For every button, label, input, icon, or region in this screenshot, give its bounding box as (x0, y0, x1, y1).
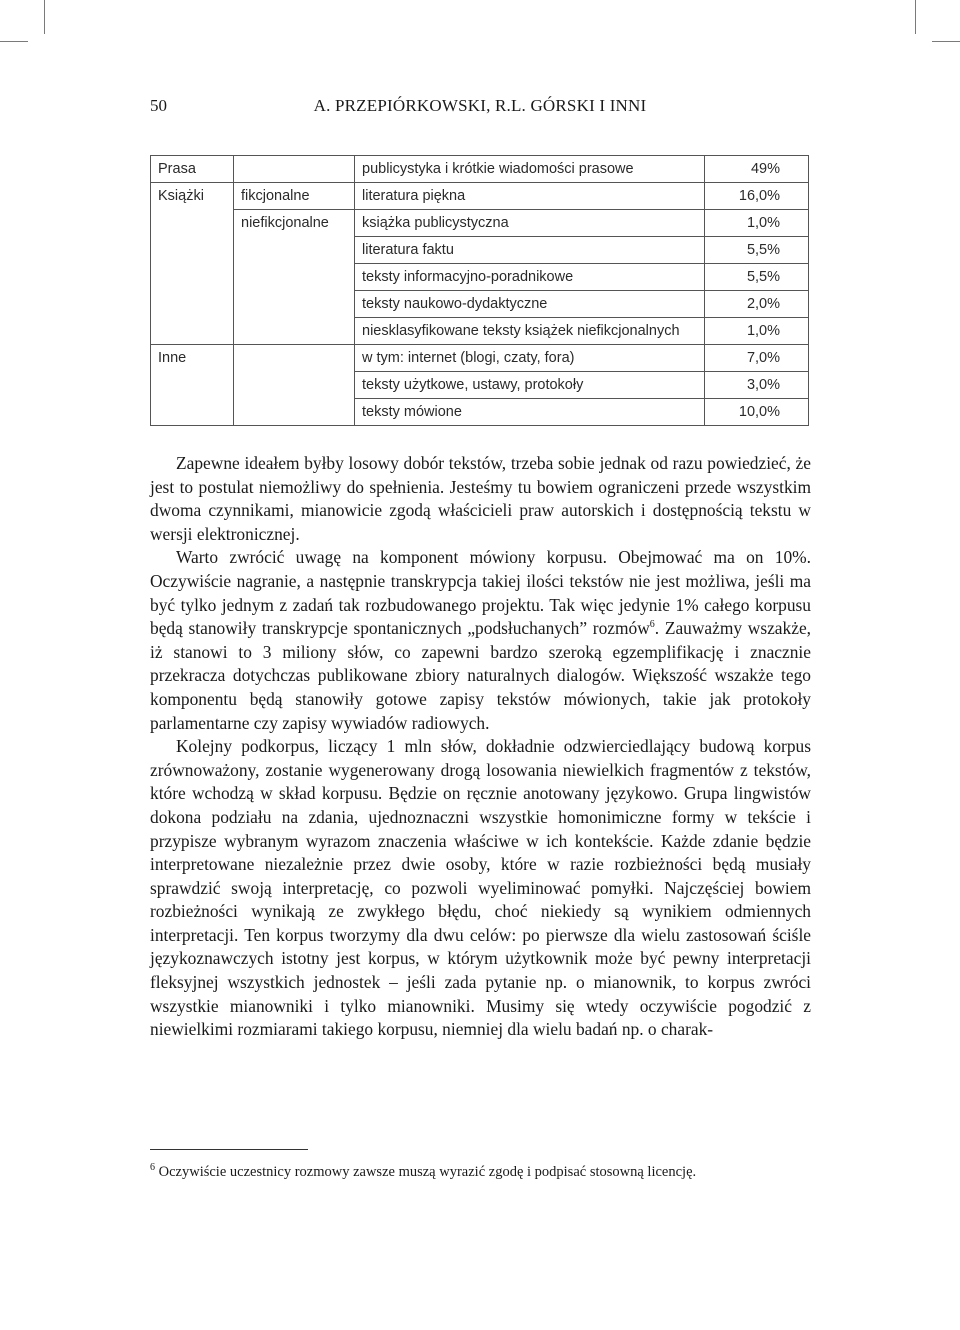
table-cell-c2 (234, 237, 355, 264)
crop-mark-left (44, 0, 45, 34)
table-cell-c4: 49% (705, 156, 809, 183)
table-cell-c3: literatura piękna (355, 183, 705, 210)
table-cell-c4: 1,0% (705, 210, 809, 237)
table-row (151, 210, 809, 237)
table-cell-c2 (234, 399, 355, 426)
table-cell-c1: Książki (151, 183, 234, 210)
table-cell-c3: w tym: internet (blogi, czaty, fora) (355, 345, 705, 372)
table-cell-c3: publicystyka i krótkie wiadomości prasowe (355, 156, 705, 183)
table-cell-c1 (151, 264, 234, 291)
footnote-text: Oczywiście uczestnicy rozmowy zawsze muszą wyrazić zgodę i podpisać stosowną licencję. (158, 1164, 697, 1180)
table-cell-c1 (151, 318, 234, 345)
footnote-rule (150, 1149, 308, 1150)
table-cell-c2: fikcjonalne (234, 183, 355, 210)
table-cell-c2: niefikcjonalne (234, 210, 355, 237)
table-cell-c3: teksty użytkowe, ustawy, protokoły (355, 372, 705, 399)
table-cell-c3: książka publicystyczna (355, 210, 705, 237)
paragraph-2 (150, 546, 811, 735)
table-row (151, 345, 809, 372)
footnote-marker: 6 (150, 1162, 155, 1174)
running-head: A. PRZEPIÓRKOWSKI, R.L. GÓRSKI I INNI (313, 96, 647, 115)
table-cell-c3: teksty informacyjno-poradnikowe (355, 264, 705, 291)
table-cell-c4: 7,0% (705, 345, 809, 372)
table-cell-c4: 5,5% (705, 264, 809, 291)
page-number: 50 (150, 96, 167, 115)
corpus-composition-table (150, 155, 809, 426)
page-header (150, 96, 810, 120)
paragraph-1: Zapewne ideałem byłby losowy dobór tekstów, trzeba sobie jednak od razu powiedzieć, że jest to postulat niemożliwy do spełnienia. Jesteśmy tu bowiem ograniczeni przede wszystkim dwoma czynnikami, mianowicie zgodą właścicieli praw autorskich i dostępnością tekstu w wersji elektronicznej. (150, 453, 811, 544)
paragraph-2-rest: . Zauważmy wszakże, iż stanowi to 3 miliony słów, co zapewni bardzo szeroką egzemplifikację i znacznie przekracza dotychczas publikowane zbiory naturalnych dialogów. Większość wszakże tego komponentu będą stanowiły gotowe zapisy tekstów mówionych, takie jak protokoły parlamentarne czy zapisy wywiadów radiowych. (150, 618, 812, 733)
table-cell-c1 (151, 291, 234, 318)
table-cell-c1: Inne (151, 345, 234, 372)
table-cell-c1 (151, 237, 234, 264)
table-cell-c2 (234, 345, 355, 372)
footnote (150, 1162, 811, 1182)
paragraph-3: Kolejny podkorpus, liczący 1 mln słów, dokładnie odzwierciedlający budową korpus zrównoważony, zostanie wygenerowany drogą losowania niewielkich fragmentów z tekstów, które wchodzą w skład korpusu. Będzie on ręcznie anotowany językowo. Grupa lingwistów dokona podziału na zdania, ujednoznaczni wszystkie homonimiczne formy w tekście i przypisze wybranym wyrazom znaczenia właściwe w ich kontekście. Każde zdanie będzie interpretowane niezależnie przez dwie osoby, które w razie rozbieżności będą musiały sprawdzić swoją interpretację, co pozwoli wyeliminować pomyłki. Najczęściej bowiem rozbieżności wynikają ze zwykłego błędu, choć niekiedy są wynikiem odmiennych interpretacji. Ten korpus tworzymy dla dwu celów: po pierwsze dla wielu zastosowań ściśle językoznawczych istotny jest korpus, w którym użytkownik może być pewny interpretacji fleksyjnej wszystkich jednostek – jeśli zada pytanie np. o mianownik, to korpus zwróci wszystkie mianowniki i tylko mianowniki. Musimy się wtedy oczywiście pogodzić z niewielkimi rozmiarami takiego korpusu, niemniej dla wielu badań np. o charak- (150, 736, 811, 1040)
table-row (151, 237, 809, 264)
table-cell-c1 (151, 372, 234, 399)
table-row (151, 264, 809, 291)
table-row (151, 183, 809, 210)
table-cell-c1 (151, 399, 234, 426)
table-cell-c4: 3,0% (705, 372, 809, 399)
table-row (151, 399, 809, 426)
table-cell-c4: 1,0% (705, 318, 809, 345)
table-cell-c2 (234, 264, 355, 291)
crop-mark-left-h (0, 41, 28, 42)
table-row (151, 291, 809, 318)
footnote-ref: 6 (649, 619, 655, 631)
table-cell-c2 (234, 291, 355, 318)
table-cell-c2 (234, 372, 355, 399)
table-cell-c3: literatura faktu (355, 237, 705, 264)
table-row (151, 318, 809, 345)
table-cell-c3: teksty mówione (355, 399, 705, 426)
table-cell-c1: Prasa (151, 156, 234, 183)
crop-mark-right (915, 0, 916, 34)
table-cell-c2 (234, 156, 355, 183)
table-cell-c2 (234, 318, 355, 345)
table-cell-c4: 16,0% (705, 183, 809, 210)
body-text (150, 452, 811, 1042)
table-cell-c1 (151, 210, 234, 237)
table-cell-c4: 2,0% (705, 291, 809, 318)
table-row (151, 372, 809, 399)
table-row (151, 156, 809, 183)
table-cell-c4: 5,5% (705, 237, 809, 264)
table-cell-c3: teksty naukowo-dydaktyczne (355, 291, 705, 318)
table-cell-c4: 10,0% (705, 399, 809, 426)
table-cell-c3: niesklasyfikowane teksty książek niefikcjonalnych (355, 318, 705, 345)
paragraph-2-text: Warto zwrócić uwagę na komponent mówiony korpusu. Obejmować ma on 10%. Oczywiście nagranie, a następnie transkrypcja takiej ilości tekstów nie jest możliwa, jeśli ma być tylko jednym z zadań tak rozbudowanego projektu. Tak więc jedynie 1% całego korpusu będą stanowiły transkrypcje spontanicznych „podsłuchanych” rozmów (150, 547, 811, 639)
crop-mark-right-h (932, 41, 960, 42)
